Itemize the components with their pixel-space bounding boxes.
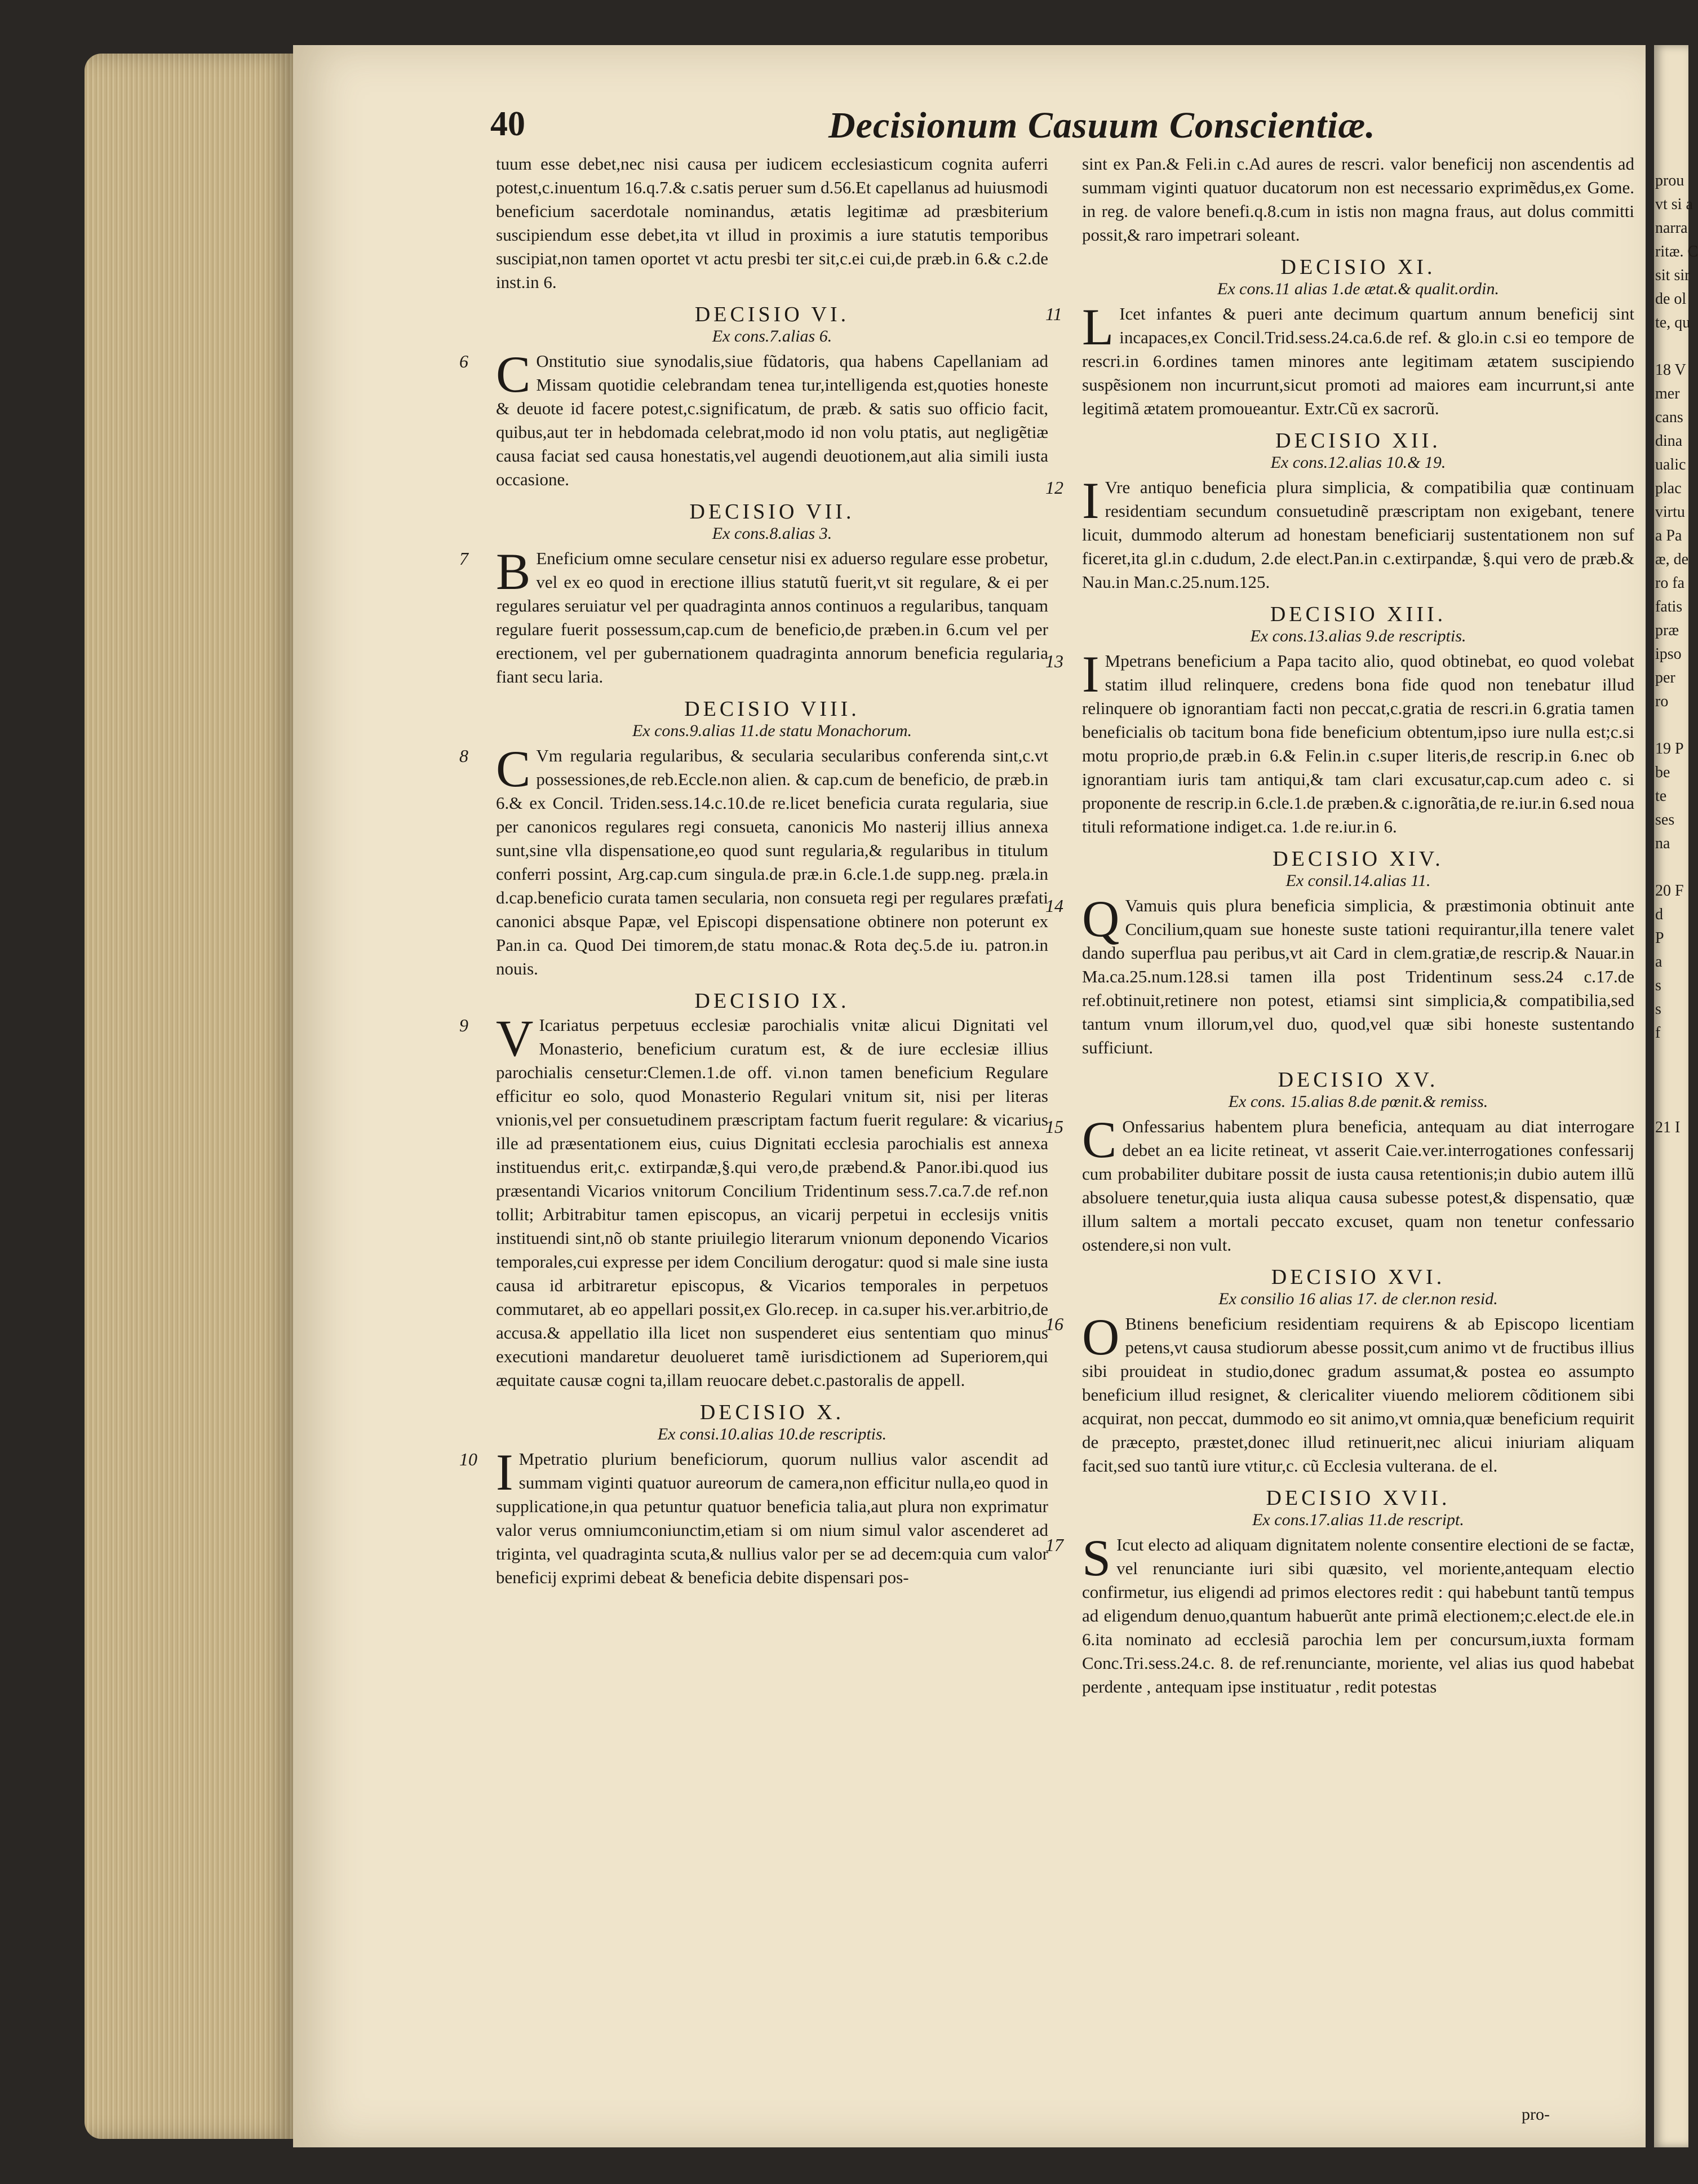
catchword: pro- [1522, 2105, 1550, 2124]
facing-page-line: virtu [1655, 503, 1685, 521]
facing-page-line: te [1655, 787, 1667, 805]
facing-page-line [1655, 856, 1688, 879]
facing-page-line: mer [1655, 385, 1680, 402]
facing-page-line [1655, 335, 1688, 358]
margin-number: 7 [459, 548, 468, 569]
facing-page-line: ro fa [1655, 574, 1685, 592]
decisio-heading: DECISIO XVI. [1271, 1265, 1446, 1289]
drop-cap: L [1082, 298, 1114, 356]
decisio-heading: DECISIO XII. [1275, 429, 1441, 453]
margin-number: 16 [1045, 1314, 1063, 1334]
decisio-text [1045, 1111, 1634, 1257]
decisio-heading: DECISIO X. [699, 1401, 845, 1424]
decisio-17 [1045, 1486, 1634, 1699]
facing-page-line: 20 F [1655, 882, 1684, 900]
facing-page-line: a Pa [1655, 527, 1682, 544]
margin-number: 14 [1045, 896, 1063, 916]
decisio-source: Ex cons.12.alias 10.& 19. [1270, 453, 1446, 472]
continuation-paragraph: tuum esse debet,nec nisi causa per iudicem ecclesiasticum cognita auferri potest,c.inuentum 16.q.7.& c.satis peruer sum d.56.Et capellanus ad huiusmodi beneficium sacerdotale nominandus, ætatis legitimæ ad præsbiterium suscipiendum esse debet,ita vt illud in proximis a iure statutis temporibus suscipiat,non tamen oportet vt actu presbi ter sit,c.ei cui,de præb.in 6.& c.2.de inst.in 6. [496, 154, 1048, 292]
facing-page-line: ro [1655, 693, 1669, 710]
drop-cap: C [496, 740, 531, 798]
facing-page-line: 18 V [1655, 361, 1686, 379]
decisio-text [459, 1009, 1048, 1392]
facing-page-line: narra [1655, 219, 1688, 237]
drop-cap: C [496, 345, 531, 403]
decisio-source: Ex cons.9.alias 11.de statu Monachorum. [632, 721, 912, 740]
decisio-body: Vre antiquo beneficia plura simplicia, & compatibilia quæ continuam residentiam secundum consuetudinẽ præscriptam non exigebant, tenere licuit, dummodo alterum ad honestam beneficiarij sustentationem non suf ficeret,ita gl.in c.dudum, 2.de elect.Pan.in c.extirpandæ, §.qui vero de præb.& Nau.in Man.c.25.num.125. [1082, 477, 1634, 592]
decisio-10 [459, 1400, 1048, 1589]
drop-cap: I [496, 1443, 513, 1501]
decisio-heading: DECISIO XVII. [1266, 1486, 1451, 1510]
facing-page-line: de ol [1655, 290, 1687, 308]
decisio-body: Vm regularia regularibus, & secularia secularibus conferenda sint,c.vt possessiones,de reb.Eccle.non alien. & cap.cum de beneficio, de præb.in 6.& ex Concil. Triden.sess.14.c.10.de re.licet beneficia curata regularia, siue per canonicos regulares regi consueta, canonicis Mo nasterij illius annexa sunt,sine vlla dispensatione,eo quod sunt regularia,& regularibus in titulum conferri possint, Arg.cap.cum singula.de præ.in 6.cle.1.de supp.neg. præla.in d.cap.beneficio curata tamen secularia, non consueta regi per regulares præfati canonici absque Papæ, vel Episcopi dispensatione obtinere non poterunt ex Pan.in ca. Quod Dei timorem,de statu monac.& Rota deç.5.de iu. patron.in nouis. [496, 746, 1048, 978]
decisio-source: Ex consi.10.alias 10.de rescriptis. [657, 1425, 887, 1443]
running-title: Decisionum Casuum Conscientiæ. [828, 105, 1376, 146]
drop-cap: Q [1082, 890, 1120, 947]
decisio-body: Onstitutio siue synodalis,siue fũdatoris, qua habens Capellaniam ad Missam quotidie celebrandam tenea tur,intelligenda est,quoties honeste & deuote id facere potest,c.significatum, de præb. & satis suo officio facit, quibus,aut ter in hebdomada celebrat,modo id non volu ptatis, aut negligẽtiæ causa faciat sed causa honestatis,vel augendi deuotionem,aut alia simili iusta occasione. [496, 351, 1048, 489]
facing-page-line: ritæ. C [1655, 243, 1698, 260]
margin-number: 15 [1045, 1117, 1063, 1137]
decisio-text [1045, 1308, 1634, 1478]
facing-page-line: be [1655, 764, 1670, 781]
continuation-paragraph: sint ex Pan.& Feli.in c.Ad aures de rescri. valor beneficij non ascendentis ad summam viginti quatuor ducatorum non est necessario exprimẽdus,ex Gome. in reg. de valore benefi.q.8.cum in istis non magna fraus, aut dolus committi possit,& raro impetrari soleant. [1082, 154, 1634, 245]
facing-page-line [1655, 1092, 1688, 1116]
decisio-heading: DECISIO VIII. [684, 697, 860, 721]
decisio-body: Eneficium omne seculare censetur nisi ex aduerso regulare esse probetur, vel ex eo quod in erectione illius statutũ fuerit,vt sit regulare, & ei per regulares seruiatur vel per quadraginta annos continuos a regularibus, tanquam regulare fuerit possessum,cap.cum de beneficio,de præben.in 6.cum vel per erectionem, vel per gubernationem quadraginta annorum beneficia regularia fiant secu laria. [496, 548, 1048, 686]
decisio-heading: DECISIO XIII. [1270, 603, 1447, 626]
facing-page-line: 21 I [1655, 1119, 1681, 1136]
decisio-body: Icut electo ad aliquam dignitatem nolente consentire electioni de se factæ, vel renunciante iuri sibi quæsito, vel moriente,antequam electio confirmetur, ius eligendi ad primos electores redit : qui habebunt tantũ tempus ad eligendum denuo,quantum habuerũt ante primã electionem;c.elect.de ele.in 6.ita nominato ad ecclesiã parochia lem per concursum,iuxta formam Conc.Tri.sess.24.c. 8. de ref.renunciante, moriente, vel alias ius quod habebat perdente , antequam ipse instituatur , redit potestas [1082, 1535, 1634, 1696]
decisio-7 [459, 499, 1048, 689]
drop-cap: B [496, 543, 531, 600]
facing-page-line: ses [1655, 811, 1675, 829]
drop-cap: C [1082, 1111, 1117, 1168]
decisio-source: Ex consil.14.alias 11. [1285, 871, 1431, 890]
facing-page-line [1655, 1069, 1688, 1092]
decisio-body: Icariatus perpetuus ecclesiæ parochialis vnitæ alicui Dignitati vel Monasterio, beneficium curatum est, & de iure ecclesiæ illius parochialis censetur:Clemen.1.de off. vi.non tamen beneficium Regulare efficitur eo solo, quod Monasterio Regulari vnitum sit, nisi per literas vnionis,vel per consuetudinem præscriptam factum fuerit regulare: & vicarius ille ad præsentationem eius, cuius Dignitati ecclesia parochialis est annexa instituendus erit,c. extirpandæ,§.qui vero,de præbend.& Panor.ibi.quod ius præsentandi Vicarios vnitorum Concilium Tridentinum sess.7.ca.7.de ref.non tollit; Arbitrabitur tamen episcopus, an vicarij perpetui in ecclesijs vnitis instituendi sint,nõ ob stante priuilegio literarum vnionum deponendo Vicarios temporales,cui expresse per idem Concilium derogatur: quod si male sine iusta causa id arbitraretur episcopus, & Vicarios temporales in perpetuos commutaret, ab eo appellari possit,ex Glo.recep. in ca.super his.ver.arbitrio,de accusa.& appellatio illa licet non suspenderet eius sententiam quo minus executioni mandaretur deuolueret tamẽ iurisdictionem ad Superiorem,qui æquitate causæ cogni ta,illam reuocare debet.c.pastoralis de appell. [496, 1015, 1048, 1390]
facing-page-line: na [1655, 835, 1670, 852]
decisio-15 [1045, 1067, 1634, 1257]
decisio-heading: DECISIO XI. [1280, 255, 1436, 279]
decisio-text [459, 345, 1048, 491]
decisio-heading: DECISIO XIV. [1273, 847, 1444, 871]
facing-page-line: a [1655, 953, 1662, 971]
facing-page-line: vt si a [1655, 196, 1693, 213]
decisio-11 [1045, 255, 1634, 420]
decisio-source: Ex cons. 15.alias 8.de pœnit.& remiss. [1228, 1092, 1488, 1111]
facing-page-line: te, qu [1655, 314, 1691, 331]
facing-page-line: præ [1655, 622, 1679, 639]
right-column [1045, 152, 1634, 2085]
decisio-12 [1045, 428, 1634, 594]
drop-cap: I [1082, 645, 1100, 703]
decisio-source: Ex cons.13.alias 9.de rescriptis. [1250, 627, 1466, 645]
facing-page-line: s [1655, 1000, 1661, 1018]
decisio-text [1045, 890, 1634, 1060]
decisio-body: Btinens beneficium residentiam requirens & ab Episcopo licentiam petens,vt causa studiorum abesse possit,cum animo vt de fructibus illius sibi prouideat in studio,donec gradum assumat,& postea eo assumpto beneficium illud resignet, & clericaliter viuendo meliorem cõditionem sibi acquirat, non peccat, dummodo eo sit animo,vt omnia,quæ beneficium requirit de præcepto, præstet,donec illud retinuerit,nec alicui iniuriam aliquam facit,sed suo tantũ iure vtitur,c. cũ Ecclesia vulterana. de el. [1082, 1314, 1634, 1476]
decisio-8 [459, 697, 1048, 981]
decisio-text [459, 543, 1048, 689]
facing-page-line: prou [1655, 172, 1684, 189]
decisio-text [1045, 472, 1634, 594]
decisio-text [459, 1443, 1048, 1589]
decisio-heading: DECISIO VI. [694, 303, 850, 326]
decisio-text [1045, 645, 1634, 839]
decisio-16 [1045, 1265, 1634, 1478]
facing-page-line: cans [1655, 409, 1683, 426]
margin-number: 13 [1045, 651, 1063, 671]
decisio-9 [459, 989, 1048, 1392]
drop-cap: I [1082, 472, 1100, 529]
facing-page-line: d [1655, 906, 1663, 923]
decisio-6 [459, 302, 1048, 491]
decisio-heading: DECISIO VII. [689, 500, 855, 524]
margin-number: 9 [459, 1015, 468, 1035]
facing-page-line: ipso [1655, 645, 1682, 663]
facing-page-line: per [1655, 669, 1675, 686]
facing-page-line: ualic [1655, 456, 1686, 473]
page-header [490, 104, 1561, 155]
book-fore-edge [85, 54, 299, 2139]
margin-number: 11 [1045, 304, 1062, 324]
decisio-text [1045, 298, 1634, 420]
decisio-source: Ex cons.8.alias 3. [712, 524, 832, 543]
margin-number: 12 [1045, 477, 1063, 498]
margin-number: 17 [1045, 1535, 1063, 1555]
margin-number: 8 [459, 746, 468, 766]
left-column [459, 152, 1048, 2085]
facing-page-strip [1655, 169, 1698, 2085]
drop-cap: S [1082, 1529, 1111, 1587]
decisio-source: Ex cons.7.alias 6. [712, 327, 832, 345]
decisio-source: Ex cons.17.alias 11.de rescript. [1252, 1510, 1464, 1529]
page-number: 40 [490, 105, 525, 143]
decisio-text [1045, 1529, 1634, 1699]
decisio-text [459, 740, 1048, 981]
decisio-body: Icet infantes & pueri ante decimum quartum annum beneficij sint incapaces,ex Concil.Trid.sess.24.ca.6.de ref. & glo.in c.si eo tempore de rescri.in 6.ordines tamen minores ante legitimam ætatem suscipiendo suspẽsionem non incurrunt,sicut promoti ad maiores eam incurrunt,si ante legitimã ætatem promoueantur. Extr.Cũ ex sacrorũ. [1082, 304, 1634, 418]
facing-page-line: sit sir [1655, 267, 1690, 284]
decisio-13 [1045, 602, 1634, 839]
facing-page-line: f [1655, 1024, 1661, 1042]
decisio-body: Mpetratio plurium beneficiorum, quorum nullius valor ascendit ad summam viginti quatuor aureorum de camera,non efficitur nulla,eo quod in supplicatione,in qua petuntur quatuor beneficia talia,aut plura non exprimatur valor verus omniumconiunctim,etiam si om nium simul valor ascenderet ad triginta, vel quadraginta scuta,& nullius valor per se ad decem:quia cum valor beneficij exprimi debeat & beneficia debite dispensari pos- [496, 1449, 1048, 1587]
facing-page-line: plac [1655, 480, 1682, 497]
decisio-source: Ex cons.11 alias 1.de ætat.& qualit.ordin. [1217, 280, 1499, 298]
margin-number: 6 [459, 351, 468, 371]
decisio-14 [1045, 847, 1634, 1060]
decisio-source: Ex consilio 16 alias 17. de cler.non resid. [1218, 1290, 1498, 1308]
facing-page-line: fatis [1655, 598, 1683, 615]
facing-page-line: 19 P [1655, 740, 1684, 757]
decisio-body: Onfessarius habentem plura beneficia, antequam au diat interrogare debet an ea licite retineat, vt asserit Caie.ver.interrogationes confessarij cum probabiliter dubitare possit de iusta causa retentionis;in dubio autem illũ absoluere tenetur,quia iusta aliqua causa subesse potest,& dispensatio, quæ illum saltem a mortali peccato excuset, quam non tenetur confessario ostendere,si non vult. [1082, 1117, 1634, 1255]
decisio-body: Vamuis quis plura beneficia simplicia, & præstimonia obtinuit ante Concilium,quam sue honeste suste tationi requirantur,illa tenere valet dando superflua pau peribus,vt ait Card in clem.gratiæ,de rescrip.& Nauar.in Ma.ca.25.num.128.si tamen illa post Tridentinum sess.24 c.17.de ref.obtinuit,retinere non potest, etiamsi sint simplicia,& compatibilia,sed tantum vnum illorum,vel duo, quod,vel quæ sibi honeste sustentando sufficiunt. [1082, 896, 1634, 1057]
drop-cap: O [1082, 1308, 1120, 1366]
facing-page-line: P [1655, 929, 1664, 947]
facing-page-line [1655, 1045, 1688, 1069]
margin-number: 10 [459, 1449, 477, 1469]
facing-page-line: s [1655, 977, 1661, 994]
facing-page-line: dina [1655, 432, 1683, 450]
facing-page-line [1655, 714, 1688, 737]
drop-cap: V [496, 1009, 534, 1067]
decisio-heading: DECISIO IX. [694, 989, 850, 1013]
facing-page-line: æ, de [1655, 551, 1689, 568]
decisio-heading: DECISIO XV. [1278, 1068, 1439, 1092]
decisio-body: Mpetrans beneficium a Papa tacito alio, quod obtinebat, eo quod volebat statim illud relinquere, credens bona fide quod non tenebatur illud relinquere ob ignorantiam facti non peccat,c.gratia de rescri.in 6.gratia tamen beneficialis ob tacitum bona fide beneficium obtentum,ipso iure nulla est;c.si motu proprio,de præb.in 6.& Felin.in c.super literis,de rescrip.in 6.nec ob ignorantiam iuris tam antiqui,& tam clari excusatur,cap.cum adeo c. si proponente de rescrip.in 6.cle.1.de præben.& c.ignorãtia,de re.iur.in 6.sed noua tituli reformatione indiget.ca. 1.de re.iur.in 6. [1082, 651, 1634, 836]
